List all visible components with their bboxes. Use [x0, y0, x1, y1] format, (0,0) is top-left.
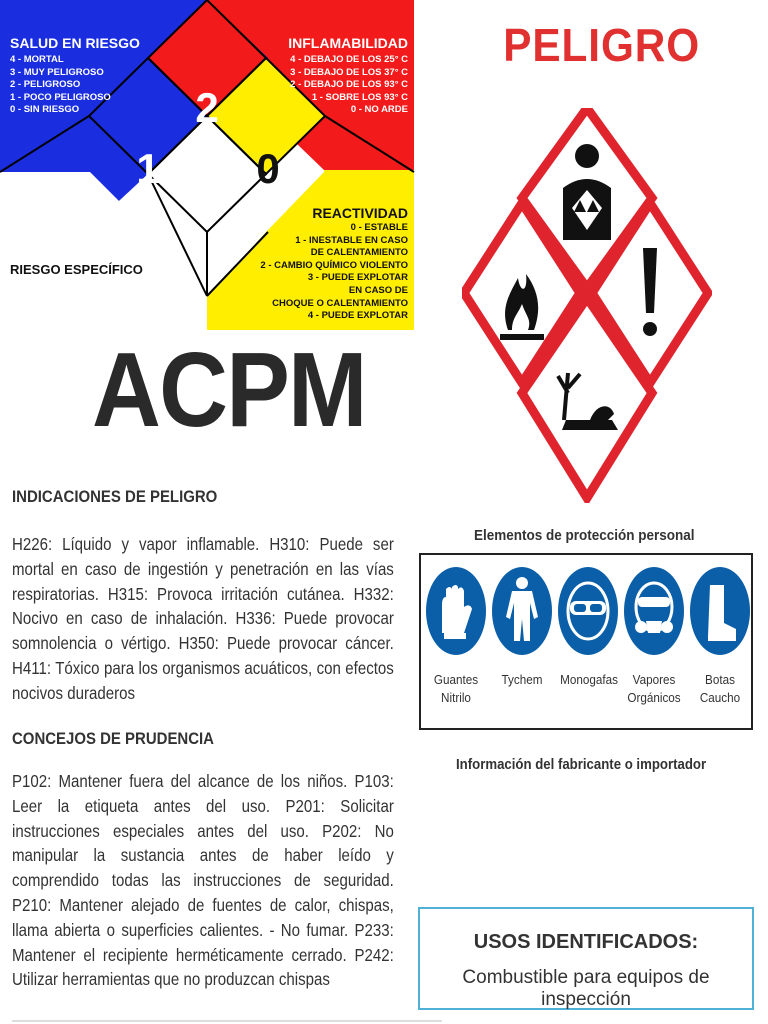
precaution-section-title: CONCEJOS DE PRUDENCIA: [12, 729, 215, 748]
coverall-icon: [492, 567, 552, 655]
flammability-line: 1 - SOBRE LOS 93° C: [311, 91, 408, 103]
health-line: 3 - MUY PELIGROSO: [10, 66, 104, 78]
health-legend: [10, 54, 111, 117]
ppe-title: Elementos de protección personal: [474, 527, 695, 544]
flammability-line: 4 - DEBAJO DE LOS 25° C: [290, 54, 408, 65]
flammability-line: 2 - DEBAJO DE LOS 93° C: [290, 79, 408, 91]
ppe-label-line: Monogafas: [560, 672, 618, 687]
reactivity-line: DE CALENTAMIENTO: [310, 247, 408, 259]
bottom-divider: [12, 1020, 442, 1022]
ppe-label: [428, 671, 484, 707]
boots-icon: [690, 567, 750, 655]
precaution-statements: P102: Mantener fuera del alcance de los niños. P103: Leer la etiqueta antes del uso. P201: Solicitar instrucciones especiales antes del uso. P202: No manipular la sustancia antes de haber leído y comprendido todas las instrucciones de seguridad. P210: Mantener alejado de fuentes de calor, chispas, llama abierta o superficies calientes. - No fumar. P233: Mantener el recipiente herméticamente cerrado. P242: Utilizar herramientas que no produzcan chispas: [12, 771, 394, 990]
reactivity-line: 2 - CAMBIO QUÍMICO VIOLENTO: [260, 259, 408, 271]
ppe-label-line: Orgánicos: [627, 690, 681, 705]
ppe-label: [494, 671, 550, 689]
ppe-item-gloves: [425, 567, 487, 707]
flammability-title: INFLAMABILIDAD: [288, 35, 408, 51]
ppe-label-line: Vapores: [632, 672, 676, 687]
ppe-label-line: Tychem: [501, 672, 543, 687]
ppe-item-respirator: [623, 567, 685, 707]
ppe-item-goggles: [557, 567, 619, 689]
health-line: 0 - SIN RIESGO: [10, 104, 80, 116]
ppe-label: [560, 671, 616, 689]
ppe-label: [626, 671, 682, 707]
health-line: 1 - POCO PELIGROSO: [10, 91, 111, 103]
flammability-legend: [290, 54, 408, 117]
identified-uses-title: USOS IDENTIFICADOS:: [473, 931, 699, 953]
reactivity-title: REACTIVIDAD: [312, 205, 408, 221]
identified-uses-box: [418, 907, 754, 1010]
flammability-line: 0 - NO ARDE: [350, 104, 408, 116]
product-name: ACPM: [92, 331, 366, 449]
ppe-label-line: Caucho: [699, 690, 741, 705]
reactivity-line: 4 - PUEDE EXPLOTAR: [307, 310, 408, 322]
reactivity-line: CHOQUE O CALENTAMIENTO: [272, 297, 408, 309]
hazard-section-title: INDICACIONES DE PELIGRO: [12, 487, 218, 506]
ppe-label-line: Botas: [705, 672, 735, 687]
ghs-graphic: [462, 108, 712, 503]
ppe-label-line: Guantes: [433, 672, 479, 687]
specific-title: RIESGO ESPECÍFICO: [10, 262, 143, 277]
reactivity-line: 1 - INESTABLE EN CASO: [295, 234, 408, 246]
health-rating: 1: [136, 145, 160, 192]
hazard-statements: H226: Líquido y vapor inflamable. H310: Puede ser mortal en caso de ingestión y penetración en las vías respiratorias. H315: Provoca irritación cutánea. H332: Nocivo en caso de inhalación. H336: Puede provocar somnolencia o vértigo. H350: Puede provocar cáncer. H411: Tóxico para los organismos acuáticos, con efectos nocivos duraderos: [12, 534, 394, 703]
reactivity-line: 0 - ESTABLE: [350, 222, 408, 233]
health-line: 4 - MORTAL: [10, 54, 64, 65]
health-line: 2 - PELIGROSO: [10, 79, 81, 91]
manufacturer-info-label: Información del fabricante o importador: [456, 756, 707, 773]
flammability-line: 3 - DEBAJO DE LOS 37° C: [290, 66, 408, 78]
health-title: SALUD EN RIESGO: [10, 35, 140, 51]
identified-uses-text: Combustible para equipos de inspección: [462, 967, 710, 1010]
goggles-icon: [558, 567, 618, 655]
ppe-item-boots: [689, 567, 751, 707]
signal-word: PELIGRO: [503, 19, 701, 71]
gloves-icon: [426, 567, 486, 655]
ppe-label: [692, 671, 748, 707]
reactivity-line: EN CASO DE: [348, 284, 408, 296]
respirator-icon: [624, 567, 684, 655]
nfpa-diamond-panel: [0, 0, 420, 330]
ppe-panel: [419, 553, 753, 730]
ppe-label-line: Nitrilo: [441, 690, 471, 705]
reactivity-rating: 0: [256, 145, 280, 192]
reactivity-line: 3 - PUEDE EXPLOTAR: [307, 272, 408, 284]
ppe-item-coverall: [491, 567, 553, 689]
flammability-rating: 2: [195, 84, 219, 131]
reactivity-legend: [260, 222, 408, 323]
ghs-pictograms: [462, 108, 712, 503]
